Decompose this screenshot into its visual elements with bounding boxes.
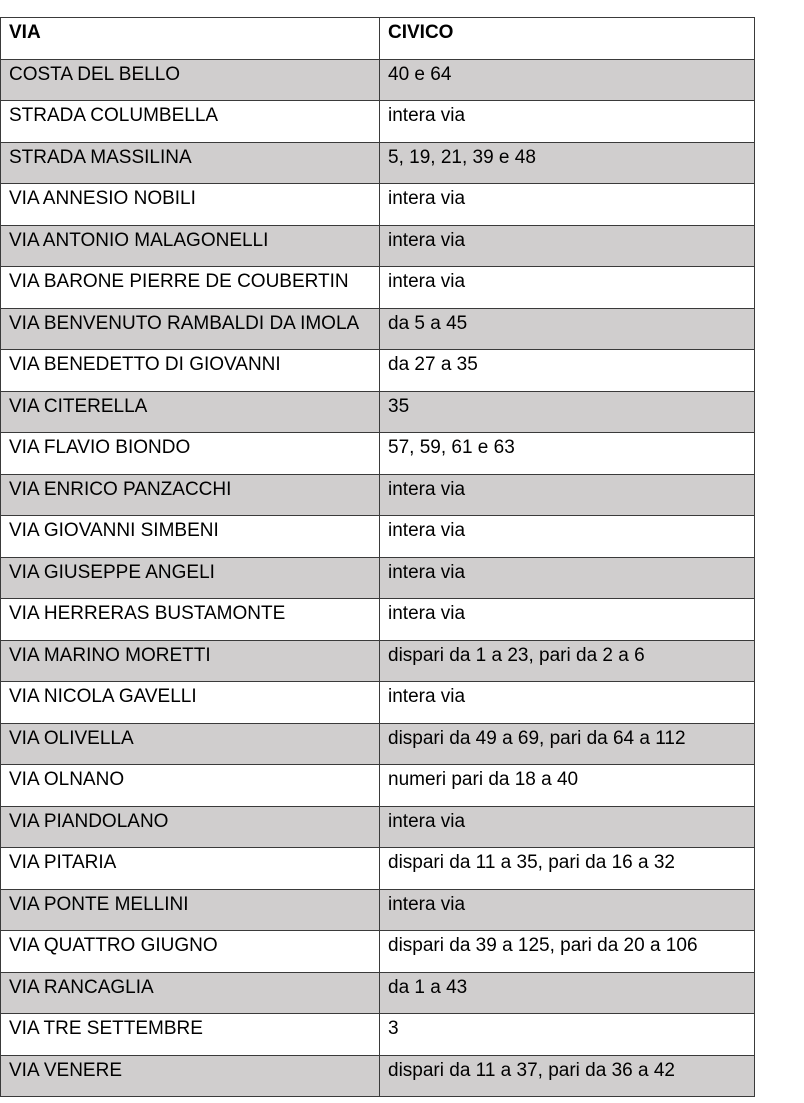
cell-civico: intera via bbox=[380, 557, 755, 599]
table-row bbox=[1, 557, 755, 599]
cell-via: STRADA COLUMBELLA bbox=[1, 101, 380, 143]
table-row bbox=[1, 599, 755, 641]
cell-via: STRADA MASSILINA bbox=[1, 142, 380, 184]
cell-civico: dispari da 39 a 125, pari da 20 a 106 bbox=[380, 931, 755, 973]
cell-via: VIA ENRICO PANZACCHI bbox=[1, 474, 380, 516]
header-via: VIA bbox=[1, 18, 380, 60]
table-row bbox=[1, 640, 755, 682]
cell-via: VIA ANNESIO NOBILI bbox=[1, 184, 380, 226]
header-civico: CIVICO bbox=[380, 18, 755, 60]
cell-civico: intera via bbox=[380, 516, 755, 558]
cell-civico: intera via bbox=[380, 184, 755, 226]
table-row bbox=[1, 972, 755, 1014]
cell-via: VIA TRE SETTEMBRE bbox=[1, 1014, 380, 1056]
cell-civico: intera via bbox=[380, 225, 755, 267]
cell-civico: 3 bbox=[380, 1014, 755, 1056]
cell-via: VIA OLNANO bbox=[1, 765, 380, 807]
cell-civico: intera via bbox=[380, 101, 755, 143]
cell-via: VIA VENERE bbox=[1, 1055, 380, 1097]
cell-civico: dispari da 1 a 23, pari da 2 a 6 bbox=[380, 640, 755, 682]
cell-civico: intera via bbox=[380, 267, 755, 309]
cell-via: VIA RANCAGLIA bbox=[1, 972, 380, 1014]
table-row bbox=[1, 350, 755, 392]
cell-via: VIA PITARIA bbox=[1, 848, 380, 890]
table-row bbox=[1, 184, 755, 226]
cell-civico: dispari da 11 a 37, pari da 36 a 42 bbox=[380, 1055, 755, 1097]
streets-table bbox=[0, 17, 755, 1097]
cell-via: VIA BENVENUTO RAMBALDI DA IMOLA bbox=[1, 308, 380, 350]
cell-civico: 5, 19, 21, 39 e 48 bbox=[380, 142, 755, 184]
cell-civico: 40 e 64 bbox=[380, 59, 755, 101]
cell-via: VIA GIOVANNI SIMBENI bbox=[1, 516, 380, 558]
table-row bbox=[1, 474, 755, 516]
table-row bbox=[1, 308, 755, 350]
cell-via: VIA MARINO MORETTI bbox=[1, 640, 380, 682]
cell-civico: 57, 59, 61 e 63 bbox=[380, 433, 755, 475]
cell-civico: 35 bbox=[380, 391, 755, 433]
cell-civico: da 27 a 35 bbox=[380, 350, 755, 392]
table-row bbox=[1, 59, 755, 101]
cell-via: VIA OLIVELLA bbox=[1, 723, 380, 765]
cell-civico: intera via bbox=[380, 599, 755, 641]
table-row bbox=[1, 101, 755, 143]
cell-via: VIA FLAVIO BIONDO bbox=[1, 433, 380, 475]
cell-via: VIA NICOLA GAVELLI bbox=[1, 682, 380, 724]
cell-via: VIA PIANDOLANO bbox=[1, 806, 380, 848]
table-row bbox=[1, 806, 755, 848]
table-row bbox=[1, 889, 755, 931]
cell-civico: intera via bbox=[380, 806, 755, 848]
cell-via: COSTA DEL BELLO bbox=[1, 59, 380, 101]
table-row bbox=[1, 931, 755, 973]
table-row bbox=[1, 1055, 755, 1097]
cell-via: VIA PONTE MELLINI bbox=[1, 889, 380, 931]
cell-civico: intera via bbox=[380, 474, 755, 516]
table-row bbox=[1, 516, 755, 558]
cell-via: VIA CITERELLA bbox=[1, 391, 380, 433]
cell-civico: dispari da 11 a 35, pari da 16 a 32 bbox=[380, 848, 755, 890]
cell-civico: intera via bbox=[380, 682, 755, 724]
cell-civico: da 5 a 45 bbox=[380, 308, 755, 350]
table-row bbox=[1, 848, 755, 890]
cell-via: VIA HERRERAS BUSTAMONTE bbox=[1, 599, 380, 641]
table-row bbox=[1, 682, 755, 724]
table-row bbox=[1, 1014, 755, 1056]
table-body bbox=[1, 59, 755, 1097]
cell-via: VIA BENEDETTO DI GIOVANNI bbox=[1, 350, 380, 392]
table-row bbox=[1, 391, 755, 433]
cell-civico: da 1 a 43 bbox=[380, 972, 755, 1014]
cell-civico: numeri pari da 18 a 40 bbox=[380, 765, 755, 807]
cell-via: VIA ANTONIO MALAGONELLI bbox=[1, 225, 380, 267]
cell-via: VIA QUATTRO GIUGNO bbox=[1, 931, 380, 973]
table-row bbox=[1, 765, 755, 807]
cut-off-text-line bbox=[0, 0, 804, 6]
table-row bbox=[1, 433, 755, 475]
table-row bbox=[1, 225, 755, 267]
cell-civico: intera via bbox=[380, 889, 755, 931]
cell-via: VIA GIUSEPPE ANGELI bbox=[1, 557, 380, 599]
cell-via: VIA BARONE PIERRE DE COUBERTIN bbox=[1, 267, 380, 309]
table-header-row bbox=[1, 18, 755, 60]
table-row bbox=[1, 267, 755, 309]
cell-civico: dispari da 49 a 69, pari da 64 a 112 bbox=[380, 723, 755, 765]
table-row bbox=[1, 723, 755, 765]
table-row bbox=[1, 142, 755, 184]
